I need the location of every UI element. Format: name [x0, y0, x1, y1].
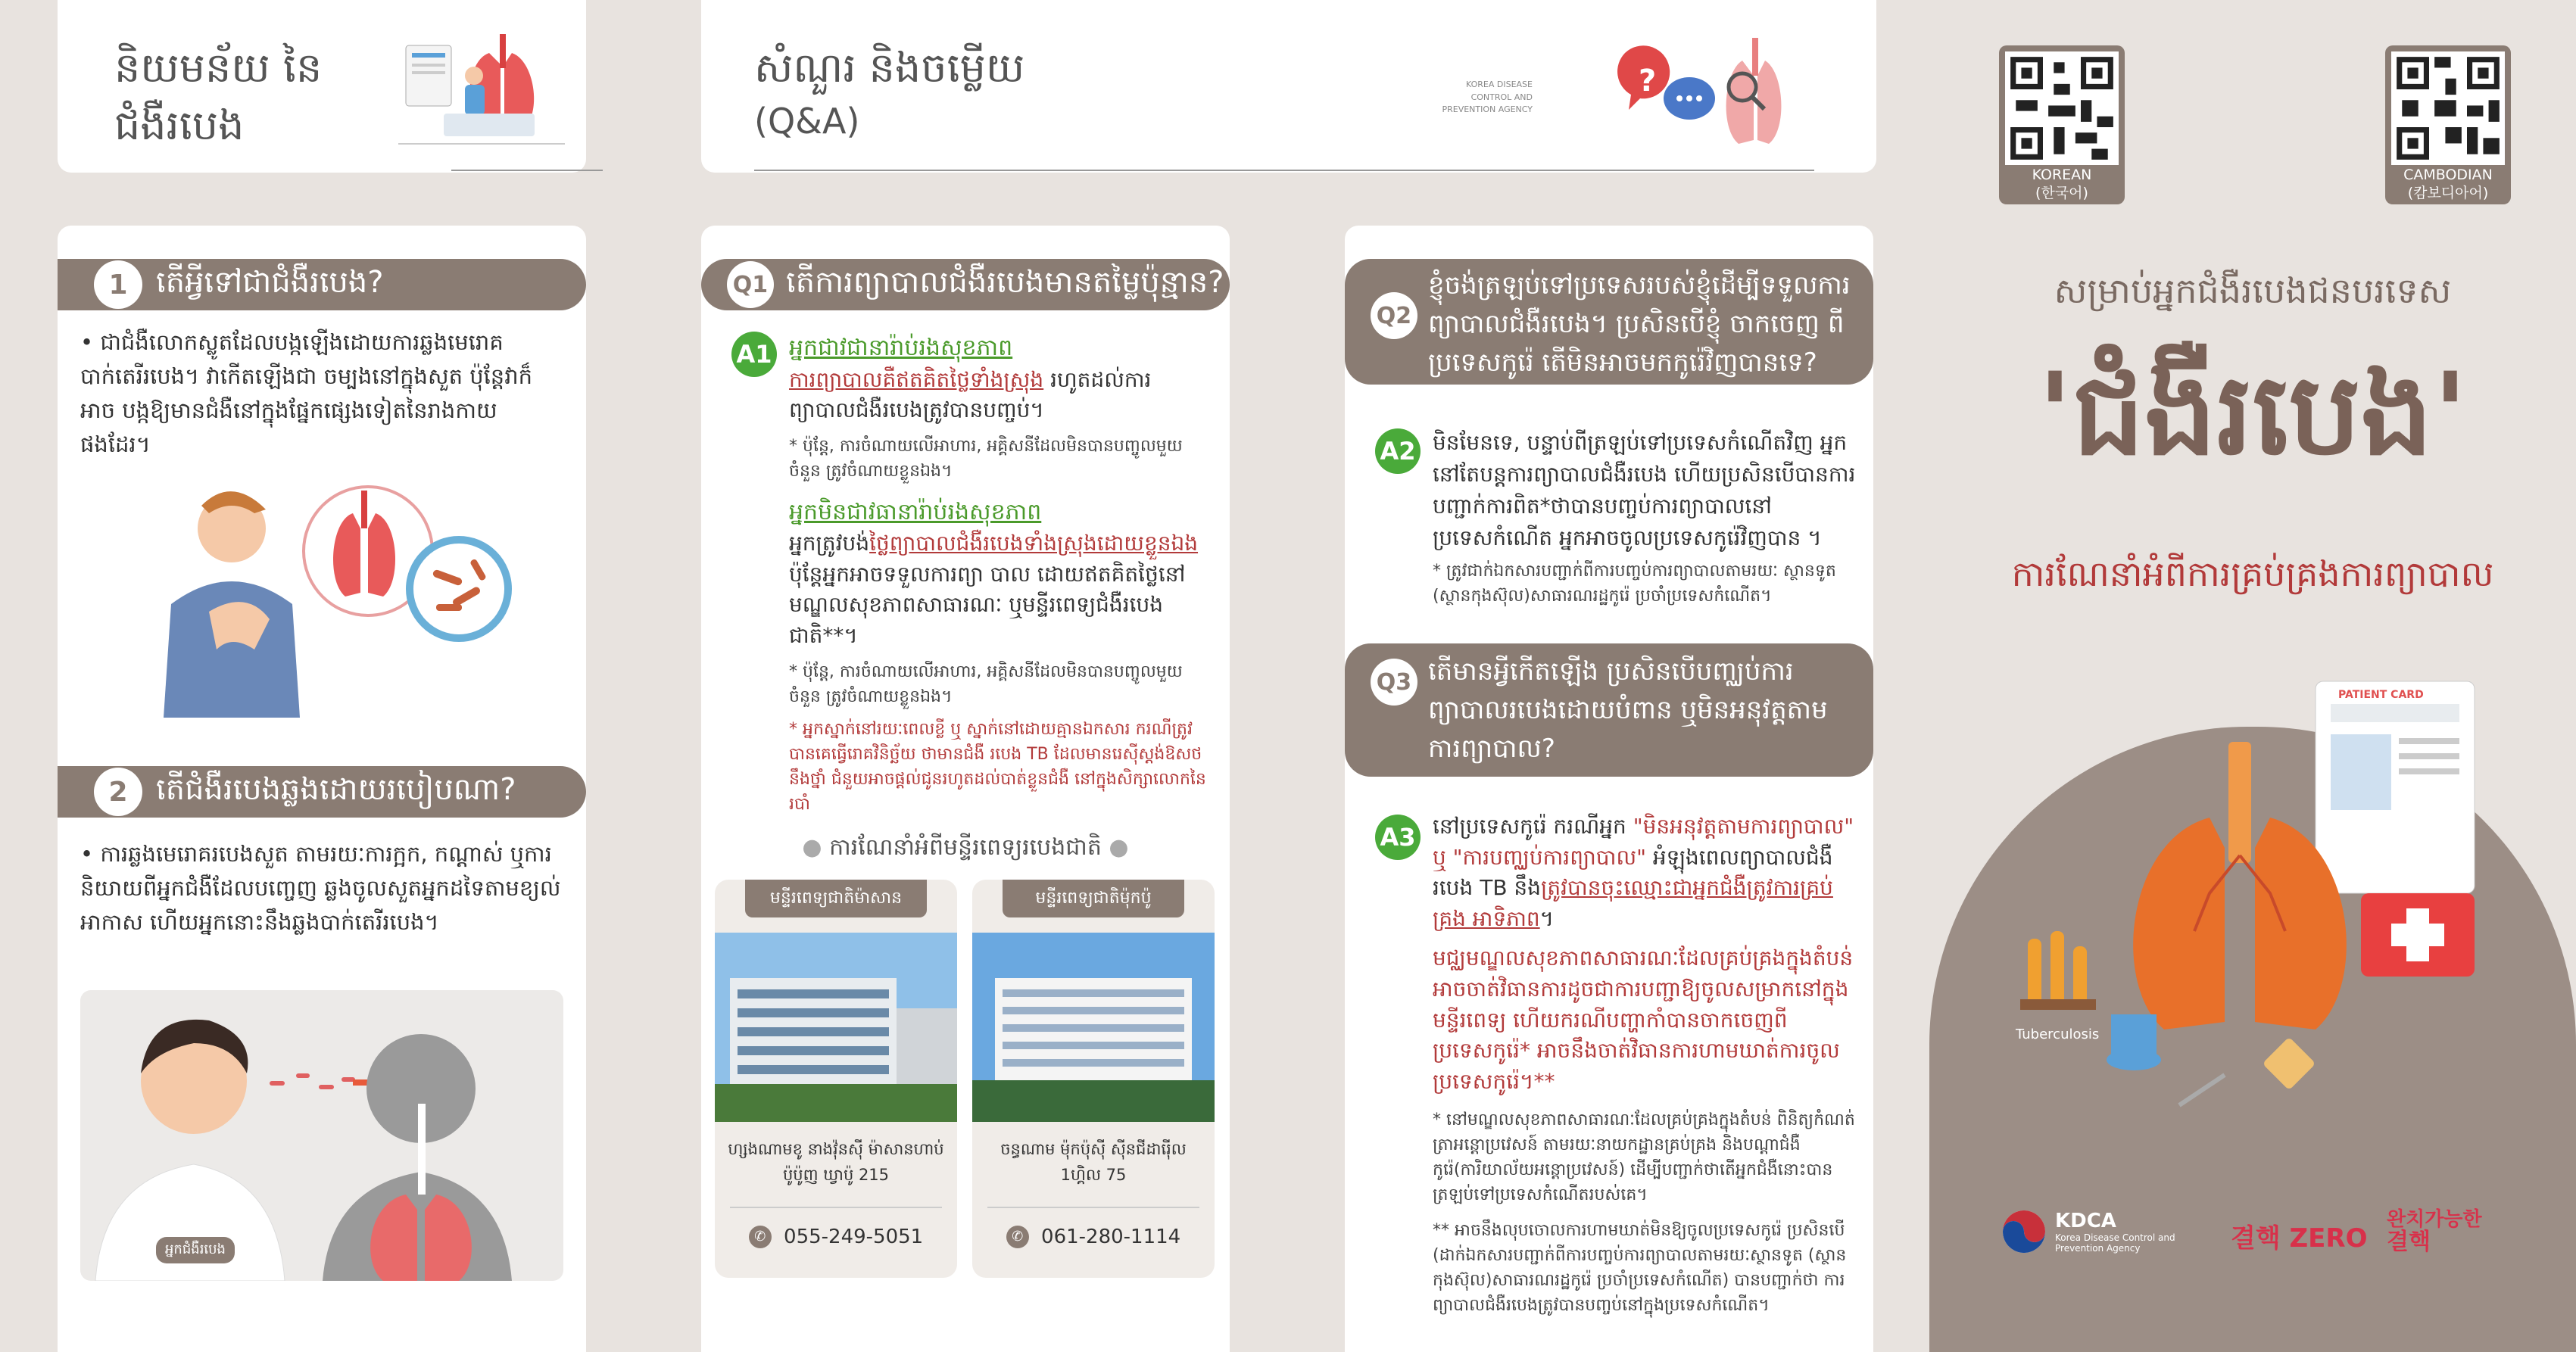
hospital1-divider: [730, 1207, 942, 1208]
a1-uninsured-t1: អ្នកត្រូវបង់: [789, 531, 870, 556]
hospital1-phone-row[interactable]: [715, 1225, 957, 1248]
q3-badge: Q3: [1371, 659, 1417, 706]
a1-insured-heading: អ្នកជាវជានារ៉ាប់រងសុខភាព: [789, 335, 1013, 361]
hospital-section-title: ● ការណែនាំអំពីមន្ទីរពេទ្យរបេងជាតិ ●: [802, 834, 1129, 861]
section2-question: តើជំងឺរបេងឆ្លងដោយរបៀបណា?: [156, 771, 516, 807]
a1-note2: * ប៉ុន្តែ, ការចំណាយលើអាហារ, អគ្គិសនីដែលមិនបានបញ្ចូលមួយចំនួន ត្រូវចំណាយខ្លួនឯង។: [789, 662, 1183, 706]
a3-para1: [1433, 812, 1857, 934]
qr-cambodian[interactable]: [2385, 45, 2511, 204]
qr-korean-line2: (한국어): [2035, 184, 2088, 201]
curable-tb-line2: 결핵: [2387, 1229, 2431, 1256]
hospital-card-mokpo: [972, 880, 1215, 1278]
qr-cambodian-caption: [2385, 167, 2511, 203]
a3-p1a: នៅប្រទេសកូរ៉េ ករណីអ្នក: [1433, 814, 1633, 839]
definition-title-line2: ជំងឺរបេង: [114, 101, 245, 149]
hospital1-phone[interactable]: 055-249-5051: [784, 1225, 924, 1248]
a1-uninsured-t3: ប៉ុន្តែអ្នកអាចទទួលការព្យា បាល ដោយឥតគិតថ្លៃនៅមណ្ឌលសុខភាពសាធារណៈ ឬមន្ទីរពេទ្យជំងឺរបេងជាតិ**។: [789, 561, 1186, 648]
panel-definition-header: [58, 0, 586, 173]
qr-code-korean: [2005, 51, 2119, 165]
kdca-sub2: Prevention Agency: [2055, 1243, 2141, 1254]
curable-tb-logo: [2387, 1210, 2482, 1254]
section2-number: 2: [94, 768, 142, 816]
hospital2-address-line1: ចន្ធណាម ម៉ុកប៉ុស៊ី ស៊ីនជីដារ៉ើល: [1000, 1140, 1187, 1158]
kdca-emblem-icon: [2001, 1208, 2047, 1255]
section2-header: [58, 766, 586, 818]
a1-uninsured-text: [789, 528, 1213, 651]
tuberculosis-label: Tuberculosis: [2016, 1026, 2100, 1042]
agency-text: [1434, 79, 1533, 117]
agency-line1: KOREA DISEASE CONTROL AND: [1466, 79, 1533, 102]
a3-p1d: ត្រូវបានចុះឈ្មោះជាអ្នកជំងឺត្រូវការគ្រប់គ្រង អាទិភាព: [1433, 875, 1833, 931]
a3-note1: * នៅមណ្ឌលសុខភាពសាធារណៈដែលគ្រប់គ្រងក្នុងតំបន់ ពិនិត្យកំណត់ត្រាអន្តោប្រវេសន៍ តាមរយៈនាយកដ្ឋានគ្រប់គ្រង និងបណ្តាជំងឺកូរ៉េ(ការិយាល័យអន្តោប្រវេសន៍) ដើម្បីបញ្ជាក់ថាតើអ្នកជំងឺនោះបាន ត្រឡប់ទៅប្រទេសកំណើតរបស់គេ។: [1433, 1111, 1855, 1205]
transmission-illustration: [80, 990, 563, 1281]
cover-guide-text: ការណែនាំអំពីការគ្រប់គ្រងការព្យាបាល: [2011, 553, 2494, 594]
phone-icon: ✆: [749, 1226, 772, 1248]
q2-badge: Q2: [1371, 292, 1417, 339]
a1-insured-text: [789, 365, 1213, 426]
a3-p1e: ។: [1539, 905, 1555, 931]
definition-title: [114, 39, 322, 154]
kdca-text: [2055, 1210, 2175, 1254]
cover-main-title: 'ជំងឺរបេង': [2038, 349, 2468, 481]
hospital2-divider: [987, 1207, 1199, 1208]
svg-text:?: ?: [1639, 64, 1657, 98]
a3-answer: [1433, 812, 1857, 1318]
a1-answer: [789, 332, 1213, 817]
a3-para2: មជ្ឈមណ្ឌលសុខភាពសាធារណៈដែលគ្រប់គ្រងក្នុងតំបន់ អាចចាត់វិធានការដូចជាការបញ្ជាឱ្យចូលសម្រាកនៅក្នុងមន្ទីរពេទ្យ ហើយករណីបញ្ហាកាំបានចាកចេញពីប្រទេសកូរ៉េ* អាចនឹងចាត់វិធានការហាមឃាត់ការចូលប្រទេសកូរ៉េ។**: [1433, 945, 1854, 1094]
hospital1-name: មន្ទីរពេទ្យជាតិម៉ាសាន: [745, 880, 927, 917]
hospital2-address-line2: 1ហ្គិល 75: [1060, 1165, 1127, 1184]
panel-qa-header: [701, 0, 1876, 173]
hospital2-phone[interactable]: 061-280-1114: [1041, 1225, 1181, 1248]
zero-logo: 결핵 ZERO: [2231, 1223, 2368, 1254]
a1-note3: * អ្នកស្នាក់នៅរយៈពេលខ្លី ឬ ស្នាក់នៅដោយគ្មានឯកសារ ករណីត្រូវបានគេធ្វើរោគវិនិច្ឆ័យ ថាមានជំងឺ របេង TB ដែលមានរេស៊ីស្តង់ឱសថនឹងថ្នាំ ជំនួយអាចផ្តល់ជូនរហូតដល់បាត់ខ្លួនជំងឺ នៅក្នុងសិក្សាលោកនៃរបាំ: [789, 719, 1206, 814]
panel-q1: [701, 226, 1230, 1352]
patient-label: អ្នកជំងឺរបេង: [156, 1237, 235, 1263]
a2-badge: A2: [1375, 428, 1421, 474]
hospital2-name: មន្ទីរពេទ្យជាតិម៉ុកប៉ូ: [1003, 880, 1184, 917]
hospital2-photo: [972, 933, 1215, 1122]
kdca-sub1: Korea Disease Control and: [2055, 1232, 2175, 1243]
a3-note2: ** អាចនឹងលុបចោលការហាមឃាត់មិនឱ្យចូលប្រទេសកូរ៉េ ប្រសិនបើ (ដាក់ឯកសារបញ្ជាក់ពីការបញ្ចប់ការព្យាបាលតាមរយៈស្ថានទូត (ស្ថានកុងស៊ុល)សាធារណរដ្ឋកូរ៉េ ប្រចាំប្រទេសកំណើត) បានបញ្ជាក់ថា ការព្យាបាលជំងឺរបេងត្រូវបានបញ្ចប់នៅក្នុងប្រទេសកំណើត។: [1433, 1221, 1847, 1316]
kdca-logo: [2001, 1208, 2175, 1255]
cover-lungs-illustration: [1997, 666, 2512, 1113]
hospital1-photo: [715, 933, 957, 1122]
qr-cambodian-line2: (캄보디아어): [2407, 184, 2489, 201]
definition-title-line1: និយមន័យ នៃ: [114, 44, 323, 92]
kdca-name: KDCA: [2055, 1210, 2116, 1232]
q3-header: [1345, 643, 1873, 777]
a2-note: * ត្រូវជាក់ឯកសារបញ្ជាក់ពីការបញ្ចប់ការព្យាបាលតាមរយៈ ស្ថានទូត (ស្ថានកុងស៊ុល)សាធារណរដ្ឋកូរ៉េ ប្រចាំប្រទេសកំណើត។: [1433, 562, 1836, 606]
q1-question: តើការព្យាបាលជំងឺរបេងមានតម្លៃប៉ុន្មាន?: [786, 264, 1224, 300]
qa-title-line1: សំណួរ និងចម្លើយ: [754, 44, 1025, 92]
hospital-title: ការណែនាំអំពីមន្ទីរពេទ្យរបេងជាតិ: [829, 834, 1102, 861]
section1-question: តើអ្វីទៅជាជំងឺរបេង?: [156, 264, 384, 300]
section2-body: • ការឆ្លងមេរោគរបេងសួត តាមរយៈការក្អក, កណ្តាស់ ឬការនិយាយពីអ្នកជំងឺដែលបញ្ចេញ ឆ្លងចូលសួតអ្នកដទៃតាមខ្យល់អាកាស ហើយអ្នកនោះនឹងឆ្លងបាក់តេរីរបេង។: [80, 841, 561, 935]
section1-header: [58, 259, 586, 310]
hospital1-address-line2: ប៉ូប៉ូញ ឃ្វាប៉ូ 215: [782, 1165, 890, 1184]
coughing-man-illustration: [141, 475, 519, 718]
a1-free-text: ការព្យាបាលគឺឥតគិតថ្លៃទាំងស្រុង: [789, 366, 1044, 392]
a3-p1c: អំឡុងពេលព្យាបាលជំងឺរបេង TB នឹង: [1433, 844, 1833, 901]
a1-badge: A1: [731, 332, 777, 377]
a1-uninsured-t2: ថ្លៃព្យាបាលជំងឺរបេងទាំងស្រុងដោយខ្លួនឯង: [869, 531, 1199, 556]
panel-q2-q3: [1345, 226, 1873, 1352]
qa-title: [754, 39, 1024, 145]
patient-card-label: PATIENT CARD: [2338, 689, 2424, 701]
a1-insured-rest: រហូតដល់ការព្យាបាលជំងឺរបេងត្រូវបានបញ្ចប់។: [789, 366, 1152, 423]
a1-uninsured-heading: អ្នកមិនជាវធានារ៉ាប់រងសុខភាព: [789, 498, 1042, 525]
phone-icon: ✆: [1006, 1226, 1029, 1248]
q1-header: [701, 259, 1230, 310]
qr-korean-line1: KOREAN: [2032, 167, 2092, 183]
curable-tb-line1: 완치가능한: [2387, 1208, 2482, 1231]
qr-korean-caption: [1999, 167, 2125, 203]
q1-badge: Q1: [727, 261, 774, 308]
hospital2-phone-row[interactable]: [972, 1225, 1215, 1248]
qr-code-cambodian: [2391, 51, 2505, 165]
a3-badge: A3: [1375, 815, 1421, 860]
hospital2-address: [980, 1137, 1207, 1188]
q2-header: [1345, 259, 1873, 385]
qr-cambodian-line1: CAMBODIAN: [2403, 167, 2493, 183]
transmission-drawing: [80, 990, 563, 1281]
a1-note1: * ប៉ុន្តែ, ការចំណាយលើអាហារ, អគ្គិសនីដែលមិនបានបញ្ចូលមួយចំនួន ត្រូវចំណាយខ្លួនឯង។: [789, 436, 1183, 481]
qr-korean[interactable]: [1999, 45, 2125, 204]
agency-line2: PREVENTION AGENCY: [1442, 104, 1533, 114]
panel-definition: [58, 226, 586, 1352]
hospital1-address-line1: ហ្សងណាមខូ នាងវ៉ុនស៊ី ម៉ាសានហាប់: [728, 1140, 944, 1158]
section1-body: • ជាជំងឺលោកស្លូតដែលបង្កឡើងដោយការឆ្លងមេរោគ បាក់តេរីរបេង។ វាកើតឡើងជា ចម្បងនៅក្នុងសួត ប៉ុន្តែវាក៏អាច បង្កឱ្យមានជំងឺនៅក្នុងផ្នែកផ្សេងទៀតនៃរាងកាយផងដែរ។: [80, 329, 533, 457]
cover-subtitle: សម្រាប់អ្នកជំងឺរបេងជនបរទេស: [2054, 270, 2452, 311]
a2-answer: មិនមែនទេ, បន្ទាប់ពីត្រឡប់ទៅប្រទេសកំណើតវិញ អ្នកនៅតែបន្តការព្យាបាលជំងឺរបេង ហើយប្រសិនបើបានការបញ្ជាក់ការពិត*ថាបានបញ្ចប់ការព្យាបាលនៅប្រទេសកំណើត អ្នកអាចចូលប្រទេសកូរ៉េវិញបាន ។: [1433, 430, 1856, 550]
hospital-card-masan: [715, 880, 957, 1278]
definition-header-rule: [451, 170, 603, 171]
qa-title-line2: (Q&A): [754, 100, 860, 142]
q2-question: ខ្ញុំចង់ត្រឡប់ទៅប្រទេសរបស់ខ្ញុំដើម្បីទទួលការព្យាបាលជំងឺរបេង។ ប្រសិនបើខ្ញុំ ចាកចេញ ពីប្រទេសកូរ៉េ តើមិនអាចមកកូរ៉េវិញបានទេ?: [1428, 270, 1851, 378]
cover-panel: [1929, 0, 2576, 1352]
qa-header-rule: [754, 170, 1814, 171]
section1-number: 1: [94, 260, 142, 309]
doctor-lungs-illustration: [398, 30, 565, 151]
a3-p1b: "មិនអនុវត្តតាមការព្យាបាល" ឬ "ការបញ្ឈប់ការព្យាបាល": [1433, 814, 1854, 870]
hospital1-address: [722, 1137, 950, 1188]
q3-question: តើមានអ្វីកើតឡើង ប្រសិនបើបញ្ឈប់ការព្យាបាលរបេងដោយបំពាន ឬមិនអនុវត្តតាមការព្យាបាល?: [1428, 656, 1828, 764]
qa-lungs-illustration: [1602, 30, 1792, 167]
